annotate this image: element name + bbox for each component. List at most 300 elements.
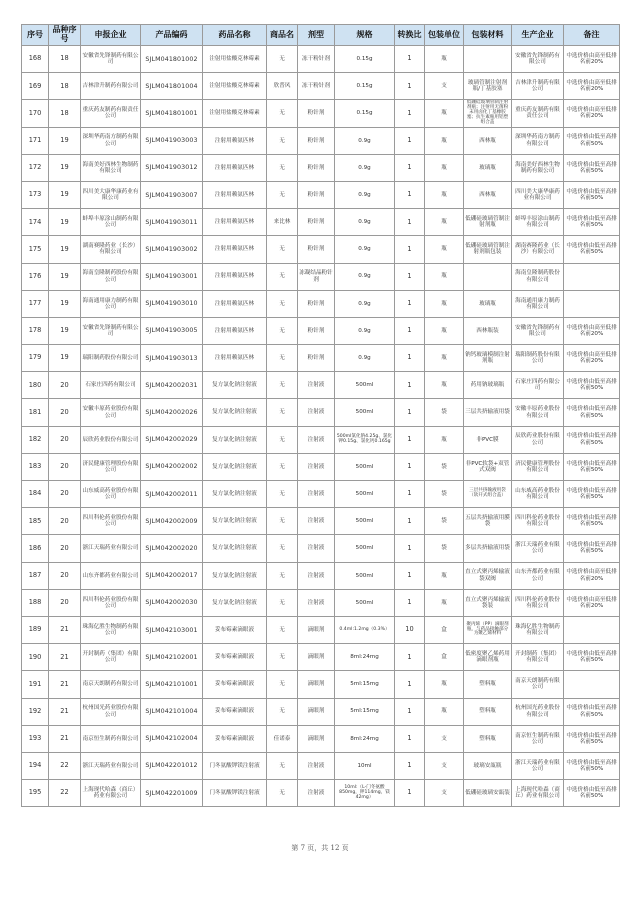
- col-dosage-form-cell: 冻凝结晶粉针剂: [298, 263, 335, 290]
- col-manufacturer-cell: 海南美好西林生物制药有限公司: [512, 154, 564, 181]
- col-pack-unit-cell: 支: [425, 725, 464, 752]
- col-trade-name-cell: 无: [267, 154, 298, 181]
- col-applicant-cell: 安徽丰原药业股份有限公司: [81, 399, 141, 426]
- col-spec-cell: 0.9g: [335, 236, 395, 263]
- col-dosage-form-cell: 冻干粉针剂: [298, 46, 335, 73]
- col-pack-material-cell: 玻璃瓶: [464, 154, 512, 181]
- col-remarks-cell: 中选价格由低至高排名前50%: [564, 780, 620, 807]
- col-spec-cell: 0.9g: [335, 345, 395, 372]
- col-pack-material-cell: [464, 263, 512, 290]
- col-trade-name-cell: 无: [267, 780, 298, 807]
- col-conversion-cell: 1: [395, 372, 425, 399]
- col-variety-seq-cell: 21: [49, 725, 81, 752]
- col-product-code-cell: SJLM042201009: [141, 780, 203, 807]
- col-conversion-cell: 1: [395, 209, 425, 236]
- col-applicant-cell: 南京天朗制药有限公司: [81, 671, 141, 698]
- col-drug-name-cell: 注射用盐酸克林霉素: [203, 46, 267, 73]
- col-manufacturer-cell: 杭州国光药业股份有限公司: [512, 698, 564, 725]
- col-trade-name-cell: 无: [267, 236, 298, 263]
- col-dosage-form-cell: 注射液: [298, 453, 335, 480]
- col-pack-unit-cell: 盒: [425, 644, 464, 671]
- col-pack-unit-cell: 瓶: [425, 127, 464, 154]
- page-footer: 第 7 页，共 12 页: [291, 844, 349, 852]
- col-dosage-form-cell: 注射液: [298, 589, 335, 616]
- col-pack-unit-cell: 瓶: [425, 698, 464, 725]
- col-remarks-cell: [564, 263, 620, 290]
- col-drug-name-cell: 妥布霉素滴眼液: [203, 616, 267, 643]
- col-product-code-cell: SJLM041903007: [141, 181, 203, 208]
- col-manufacturer-cell: 重庆药友制药有限责任公司: [512, 100, 564, 127]
- col-applicant-cell: 山东齐都药业有限公司: [81, 562, 141, 589]
- col-applicant-cell: 湖南赛隆药业（长沙）有限公司: [81, 236, 141, 263]
- col-dosage-form-cell: 粉针剂: [298, 127, 335, 154]
- col-pack-unit-cell: 袋: [425, 399, 464, 426]
- col-seq-cell: 170: [22, 100, 49, 127]
- col-applicant-cell: 安徽省先锋制药有限公司: [81, 46, 141, 73]
- col-applicant-cell: 珠海亿胜生物制药有限公司: [81, 616, 141, 643]
- col-spec-cell: 0.9g: [335, 209, 395, 236]
- col-seq-cell: 172: [22, 154, 49, 181]
- procurement-table: [21, 24, 620, 807]
- col-spec-cell: 500ml: [335, 535, 395, 562]
- col-trade-name-cell: 来比林: [267, 209, 298, 236]
- col-variety-seq-cell: 20: [49, 426, 81, 453]
- table-row: [22, 616, 620, 643]
- col-pack-unit-cell: 袋: [425, 535, 464, 562]
- col-remarks-cell: 中选价格由高至低排名前20%: [564, 317, 620, 344]
- col-pack-material-cell: 玻璃瓶: [464, 290, 512, 317]
- col-trade-name-cell: 无: [267, 100, 298, 127]
- col-dosage-form-cell: 注射液: [298, 562, 335, 589]
- col-manufacturer-cell: 南京恒生制药有限公司: [512, 725, 564, 752]
- col-product-code-cell: SJLM042002029: [141, 426, 203, 453]
- col-product-code-cell: SJLM042002031: [141, 372, 203, 399]
- col-pack-unit-header: 包装单位: [425, 25, 464, 46]
- col-manufacturer-cell: 珠海亿胜生物制药有限公司: [512, 616, 564, 643]
- col-manufacturer-cell: 南京天朗制药有限公司: [512, 671, 564, 698]
- col-conversion-cell: 1: [395, 127, 425, 154]
- col-conversion-cell: 1: [395, 426, 425, 453]
- col-seq-cell: 180: [22, 372, 49, 399]
- col-spec-cell: 500ml: [335, 453, 395, 480]
- col-pack-unit-cell: 支: [425, 752, 464, 779]
- col-applicant-cell: 浙江天瑞药业有限公司: [81, 535, 141, 562]
- col-product-code-cell: SJLM041903002: [141, 236, 203, 263]
- col-spec-cell: 0.9g: [335, 127, 395, 154]
- col-remarks-cell: 中选价格由低至高排名前50%: [564, 644, 620, 671]
- col-applicant-cell: 四川科伦药业股份有限公司: [81, 589, 141, 616]
- col-drug-name-cell: 注射用盐酸克林霉素: [203, 100, 267, 127]
- col-drug-name-cell: 复方氯化钠注射液: [203, 372, 267, 399]
- col-trade-name-cell: 无: [267, 481, 298, 508]
- col-pack-unit-cell: 支: [425, 73, 464, 100]
- col-drug-name-cell: 复方氯化钠注射液: [203, 481, 267, 508]
- col-applicant-cell: 海南美好西林生物制药有限公司: [81, 154, 141, 181]
- col-spec-cell: 0.9g: [335, 154, 395, 181]
- col-spec-cell: 0.15g: [335, 46, 395, 73]
- col-trade-name-cell: 无: [267, 616, 298, 643]
- col-dosage-form-cell: 冻干粉针剂: [298, 73, 335, 100]
- col-dosage-form-cell: 粉针剂: [298, 317, 335, 344]
- col-drug-name-cell: 复方氯化钠注射液: [203, 453, 267, 480]
- col-trade-name-cell: 无: [267, 671, 298, 698]
- col-pack-unit-cell: 瓶: [425, 589, 464, 616]
- col-drug-name-cell: 妥布霉素滴眼液: [203, 698, 267, 725]
- col-manufacturer-cell: 石家庄四药有限公司: [512, 372, 564, 399]
- table-row: [22, 453, 620, 480]
- col-product-code-cell: SJLM042002030: [141, 589, 203, 616]
- col-variety-seq-cell: 19: [49, 209, 81, 236]
- col-spec-cell: 500ml: [335, 372, 395, 399]
- col-dosage-form-cell: 滴眼剂: [298, 616, 335, 643]
- col-pack-unit-cell: 瓶: [425, 100, 464, 127]
- col-conversion-cell: 1: [395, 317, 425, 344]
- col-conversion-cell: 1: [395, 290, 425, 317]
- col-manufacturer-cell: 上海现代哈森（商丘）药业有限公司: [512, 780, 564, 807]
- col-manufacturer-cell: 瑞阳制药股份有限公司: [512, 345, 564, 372]
- col-drug-name-cell: 门冬氨酸钾镁注射液: [203, 780, 267, 807]
- col-pack-material-cell: 低硼硅玻璃管制注射剂瓶: [464, 209, 512, 236]
- col-variety-seq-cell: 21: [49, 616, 81, 643]
- col-product-code-cell: SJLM042002002: [141, 453, 203, 480]
- col-variety-seq-cell: 20: [49, 481, 81, 508]
- col-trade-name-cell: 无: [267, 698, 298, 725]
- col-drug-name-cell: 注射用赖氨匹林: [203, 345, 267, 372]
- col-product-code-cell: SJLM042002026: [141, 399, 203, 426]
- col-product-code-cell: SJLM041903011: [141, 209, 203, 236]
- col-variety-seq-cell: 19: [49, 236, 81, 263]
- col-pack-unit-cell: 瓶: [425, 209, 464, 236]
- col-drug-name-cell: 注射用赖氨匹林: [203, 317, 267, 344]
- col-manufacturer-cell: 四川科伦药业股份有限公司: [512, 508, 564, 535]
- col-conversion-cell: 1: [395, 181, 425, 208]
- col-applicant-cell: 吉林津升制药有限公司: [81, 73, 141, 100]
- col-manufacturer-cell: 安徽省先锋制药有限公司: [512, 46, 564, 73]
- col-pack-material-cell: 低密度聚乙烯药用滴眼剂瓶: [464, 644, 512, 671]
- col-remarks-cell: 中选价格由高至低排名前20%: [564, 345, 620, 372]
- col-manufacturer-cell: 山东威高药业股份有限公司: [512, 481, 564, 508]
- col-spec-cell: 0.9g: [335, 317, 395, 344]
- col-pack-material-cell: 低硼硅玻璃管制注射剂瓶；注射用无菌粉末用卤化丁基橡胶塞；抗生素瓶用铝塑组合盖: [464, 100, 512, 127]
- col-trade-name-header: 商品名: [267, 25, 298, 46]
- col-conversion-cell: 1: [395, 562, 425, 589]
- col-seq-cell: 182: [22, 426, 49, 453]
- col-trade-name-cell: 无: [267, 181, 298, 208]
- col-variety-seq-cell: 21: [49, 698, 81, 725]
- col-remarks-header: 备注: [564, 25, 620, 46]
- col-seq-cell: 195: [22, 780, 49, 807]
- col-drug-name-cell: 注射用赖氨匹林: [203, 209, 267, 236]
- col-seq-cell: 176: [22, 263, 49, 290]
- table-row: [22, 752, 620, 779]
- col-spec-cell: 5ml:15mg: [335, 671, 395, 698]
- col-remarks-cell: 中选价格由低至高排名前50%: [564, 127, 620, 154]
- col-spec-cell: 0.9g: [335, 181, 395, 208]
- col-trade-name-cell: 无: [267, 644, 298, 671]
- col-trade-name-cell: 无: [267, 562, 298, 589]
- col-applicant-header: 申报企业: [81, 25, 141, 46]
- table-row: [22, 698, 620, 725]
- col-dosage-form-cell: 注射液: [298, 780, 335, 807]
- col-remarks-cell: 中选价格由高至低排名前20%: [564, 589, 620, 616]
- col-remarks-cell: 中选价格由高至低排名前20%: [564, 100, 620, 127]
- col-drug-name-cell: 妥布霉素滴眼液: [203, 671, 267, 698]
- col-seq-cell: 194: [22, 752, 49, 779]
- col-trade-name-cell: 无: [267, 263, 298, 290]
- col-remarks-cell: [564, 671, 620, 698]
- col-dosage-form-cell: 粉针剂: [298, 345, 335, 372]
- col-spec-cell: 0.15g: [335, 73, 395, 100]
- table-row: [22, 236, 620, 263]
- col-manufacturer-cell: 安徽丰原药业股份有限公司: [512, 399, 564, 426]
- col-dosage-form-cell: 粉针剂: [298, 154, 335, 181]
- col-variety-seq-cell: 19: [49, 181, 81, 208]
- col-dosage-form-cell: 注射液: [298, 426, 335, 453]
- col-dosage-form-header: 剂型: [298, 25, 335, 46]
- col-dosage-form-cell: 注射液: [298, 481, 335, 508]
- col-pack-material-cell: 西林瓶: [464, 181, 512, 208]
- col-seq-cell: 189: [22, 616, 49, 643]
- col-seq-cell: 178: [22, 317, 49, 344]
- col-seq-cell: 179: [22, 345, 49, 372]
- col-dosage-form-cell: 注射液: [298, 535, 335, 562]
- col-seq-cell: 188: [22, 589, 49, 616]
- col-product-code-cell: SJLM042002009: [141, 508, 203, 535]
- col-seq-cell: 192: [22, 698, 49, 725]
- col-drug-name-cell: 复方氯化钠注射液: [203, 508, 267, 535]
- col-product-code-cell: SJLM042103001: [141, 616, 203, 643]
- col-seq-cell: 173: [22, 181, 49, 208]
- col-conversion-cell: 1: [395, 780, 425, 807]
- col-conversion-cell: 1: [395, 46, 425, 73]
- col-spec-cell: 10ml: [335, 752, 395, 779]
- col-spec-cell: 0.9g: [335, 290, 395, 317]
- col-variety-seq-cell: 21: [49, 671, 81, 698]
- col-pack-material-cell: 玻璃安瓿瓶: [464, 752, 512, 779]
- col-manufacturer-cell: 海南皇隆制药股份有限公司: [512, 263, 564, 290]
- col-trade-name-cell: 无: [267, 426, 298, 453]
- col-variety-seq-cell: 20: [49, 535, 81, 562]
- col-pack-material-cell: 西林瓶: [464, 127, 512, 154]
- col-seq-cell: 171: [22, 127, 49, 154]
- col-pack-unit-cell: 瓶: [425, 263, 464, 290]
- col-conversion-cell: 1: [395, 399, 425, 426]
- table-row: [22, 181, 620, 208]
- col-conversion-cell: 1: [395, 481, 425, 508]
- col-pack-unit-cell: 瓶: [425, 426, 464, 453]
- col-remarks-cell: 中选价格由低至高排名前50%: [564, 725, 620, 752]
- col-drug-name-header: 药品名称: [203, 25, 267, 46]
- col-variety-seq-cell: 20: [49, 372, 81, 399]
- col-pack-material-cell: 药用钠玻璃瓶: [464, 372, 512, 399]
- col-drug-name-cell: 注射用赖氨匹林: [203, 263, 267, 290]
- col-seq-cell: 184: [22, 481, 49, 508]
- table-row: [22, 562, 620, 589]
- col-seq-cell: 186: [22, 535, 49, 562]
- table-row: [22, 127, 620, 154]
- table-row: [22, 154, 620, 181]
- col-drug-name-cell: 注射用赖氨匹林: [203, 236, 267, 263]
- col-product-code-cell: SJLM041903005: [141, 317, 203, 344]
- col-variety-seq-cell: 18: [49, 46, 81, 73]
- col-variety-seq-cell: 19: [49, 290, 81, 317]
- col-applicant-cell: 海南通用康力制药有限公司: [81, 290, 141, 317]
- col-product-code-cell: SJLM041903003: [141, 127, 203, 154]
- col-variety-seq-cell: 20: [49, 399, 81, 426]
- col-seq-cell: 168: [22, 46, 49, 73]
- col-manufacturer-cell: 开封制药（集团）有限公司: [512, 644, 564, 671]
- col-drug-name-cell: 复方氯化钠注射液: [203, 535, 267, 562]
- col-drug-name-cell: 注射用赖氨匹林: [203, 127, 267, 154]
- col-variety-seq-cell: 19: [49, 317, 81, 344]
- col-conversion-header: 转换比: [395, 25, 425, 46]
- col-variety-seq-cell: 19: [49, 154, 81, 181]
- table-row: [22, 345, 620, 372]
- col-manufacturer-cell: 湖南赛隆药业（长沙）有限公司: [512, 236, 564, 263]
- col-seq-cell: 174: [22, 209, 49, 236]
- col-pack-material-cell: 塑料瓶: [464, 725, 512, 752]
- col-applicant-cell: 蚌埠丰原涂山制药有限公司: [81, 209, 141, 236]
- col-remarks-cell: 中选价格由高至低排名前20%: [564, 46, 620, 73]
- col-seq-cell: 181: [22, 399, 49, 426]
- col-dosage-form-cell: 粉针剂: [298, 181, 335, 208]
- col-conversion-cell: 1: [395, 589, 425, 616]
- col-applicant-cell: 安徽省先锋制药有限公司: [81, 317, 141, 344]
- col-product-code-cell: SJLM042002020: [141, 535, 203, 562]
- col-conversion-cell: 1: [395, 535, 425, 562]
- col-conversion-cell: 1: [395, 698, 425, 725]
- table-row: [22, 589, 620, 616]
- col-trade-name-cell: 无: [267, 453, 298, 480]
- col-pack-material-cell: 多层共挤输液用袋: [464, 535, 512, 562]
- col-seq-cell: 187: [22, 562, 49, 589]
- col-product-code-cell: SJLM042002017: [141, 562, 203, 589]
- col-conversion-cell: 1: [395, 644, 425, 671]
- col-seq-cell: 175: [22, 236, 49, 263]
- col-pack-material-header: 包装材料: [464, 25, 512, 46]
- col-pack-material-cell: 直立式聚丙烯输液袋双阀: [464, 562, 512, 589]
- col-drug-name-cell: 复方氯化钠注射液: [203, 589, 267, 616]
- col-pack-material-cell: 聚丙烯（PP）滴眼剂瓶，与药品接触部分为聚乙烯材料: [464, 616, 512, 643]
- col-spec-cell: 0.4ml:1.2mg（0.3%）: [335, 616, 395, 643]
- col-remarks-cell: 中选价格由低至高排名前50%: [564, 236, 620, 263]
- col-spec-cell: 500ml: [335, 562, 395, 589]
- col-applicant-cell: 上海现代哈森（商丘）药业有限公司: [81, 780, 141, 807]
- col-variety-seq-cell: 19: [49, 127, 81, 154]
- col-manufacturer-cell: 安徽省先锋制药有限公司: [512, 317, 564, 344]
- col-pack-unit-cell: 瓶: [425, 372, 464, 399]
- col-dosage-form-cell: 注射液: [298, 372, 335, 399]
- drug-procurement-table-page: [21, 24, 619, 807]
- col-drug-name-cell: 注射用赖氨匹林: [203, 181, 267, 208]
- col-drug-name-cell: 妥布霉素滴眼液: [203, 644, 267, 671]
- col-conversion-cell: 1: [395, 453, 425, 480]
- col-manufacturer-cell: 海南通用康力制药有限公司: [512, 290, 564, 317]
- col-variety-seq-cell: 20: [49, 562, 81, 589]
- col-applicant-cell: 四川美大康华康药业有限公司: [81, 181, 141, 208]
- col-product-code-cell: SJLM042102001: [141, 644, 203, 671]
- col-spec-cell: 0.15g: [335, 100, 395, 127]
- col-pack-unit-cell: 瓶: [425, 562, 464, 589]
- col-applicant-cell: 石家庄四药有限公司: [81, 372, 141, 399]
- col-manufacturer-cell: 四川美大康华康药业有限公司: [512, 181, 564, 208]
- col-applicant-cell: 开封制药（集团）有限公司: [81, 644, 141, 671]
- col-variety-seq-cell: 18: [49, 100, 81, 127]
- col-pack-material-cell: 三层共挤输液用袋: [464, 399, 512, 426]
- table-row: [22, 426, 620, 453]
- col-spec-cell: 500ml: [335, 508, 395, 535]
- col-variety-seq-cell: 20: [49, 508, 81, 535]
- table-row: [22, 263, 620, 290]
- col-pack-material-cell: 玻璃管制注射剂瓶/丁基胶塞: [464, 73, 512, 100]
- col-seq-cell: 177: [22, 290, 49, 317]
- col-spec-cell: 500ml: [335, 399, 395, 426]
- col-pack-material-cell: 塑料瓶: [464, 698, 512, 725]
- col-pack-material-cell: 三层共挤输液用袋（软开式组合盖）: [464, 481, 512, 508]
- col-drug-name-cell: 注射用赖氨匹林: [203, 290, 267, 317]
- col-drug-name-cell: 复方氯化钠注射液: [203, 399, 267, 426]
- col-drug-name-cell: 妥布霉素滴眼液: [203, 725, 267, 752]
- col-variety-seq-cell: 18: [49, 73, 81, 100]
- col-spec-header: 规格: [335, 25, 395, 46]
- col-pack-unit-cell: 瓶: [425, 154, 464, 181]
- col-remarks-cell: 中选价格由低至高排名前50%: [564, 154, 620, 181]
- col-manufacturer-cell: 辰欣药业股份有限公司: [512, 426, 564, 453]
- table-row: [22, 535, 620, 562]
- col-remarks-cell: 中选价格由低至高排名前50%: [564, 481, 620, 508]
- col-applicant-cell: 杭州国光药业股份有限公司: [81, 698, 141, 725]
- col-applicant-cell: 南京恒生制药有限公司: [81, 725, 141, 752]
- col-conversion-cell: 1: [395, 263, 425, 290]
- col-product-code-cell: SJLM041903010: [141, 290, 203, 317]
- col-pack-material-cell: 直立式聚丙烯输液袋装: [464, 589, 512, 616]
- col-dosage-form-cell: 粉针剂: [298, 290, 335, 317]
- col-drug-name-cell: 注射用盐酸克林霉素: [203, 73, 267, 100]
- col-applicant-cell: 济民健康管理股份有限公司: [81, 453, 141, 480]
- col-pack-material-cell: 五层共挤输液用膜袋: [464, 508, 512, 535]
- col-pack-material-cell: 钠钙玻璃模制注射剂瓶: [464, 345, 512, 372]
- table-row: [22, 100, 620, 127]
- col-dosage-form-cell: 粉针剂: [298, 100, 335, 127]
- table-row: [22, 725, 620, 752]
- col-spec-cell: 8ml:24mg: [335, 644, 395, 671]
- col-seq-header: 序号: [22, 25, 49, 46]
- col-variety-seq-cell: 19: [49, 263, 81, 290]
- col-variety-seq-cell: 20: [49, 589, 81, 616]
- col-product-code-cell: SJLM041903012: [141, 154, 203, 181]
- col-manufacturer-cell: 吉林津升制药有限公司: [512, 73, 564, 100]
- col-spec-cell: 5ml:15mg: [335, 698, 395, 725]
- col-spec-cell: 500ml氯化钠4.25g、氯化钾0.15g、氯化钙0.165g: [335, 426, 395, 453]
- table-row: [22, 209, 620, 236]
- col-trade-name-cell: 无: [267, 752, 298, 779]
- col-trade-name-cell: 无: [267, 127, 298, 154]
- col-manufacturer-cell: 浙江天瑞药业有限公司: [512, 535, 564, 562]
- col-drug-name-cell: 门冬氨酸钾镁注射液: [203, 752, 267, 779]
- col-pack-material-cell: 非PVC膜: [464, 426, 512, 453]
- col-drug-name-cell: 复方氯化钠注射液: [203, 426, 267, 453]
- col-remarks-cell: 中选价格由低至高排名前50%: [564, 535, 620, 562]
- table-row: [22, 671, 620, 698]
- col-seq-cell: 169: [22, 73, 49, 100]
- col-variety-seq-cell: 19: [49, 345, 81, 372]
- col-conversion-cell: 1: [395, 752, 425, 779]
- col-product-code-cell: SJLM041801001: [141, 100, 203, 127]
- col-drug-name-cell: 复方氯化钠注射液: [203, 562, 267, 589]
- col-variety-seq-cell: 21: [49, 644, 81, 671]
- col-seq-cell: 183: [22, 453, 49, 480]
- col-manufacturer-cell: 山东齐都药业有限公司: [512, 562, 564, 589]
